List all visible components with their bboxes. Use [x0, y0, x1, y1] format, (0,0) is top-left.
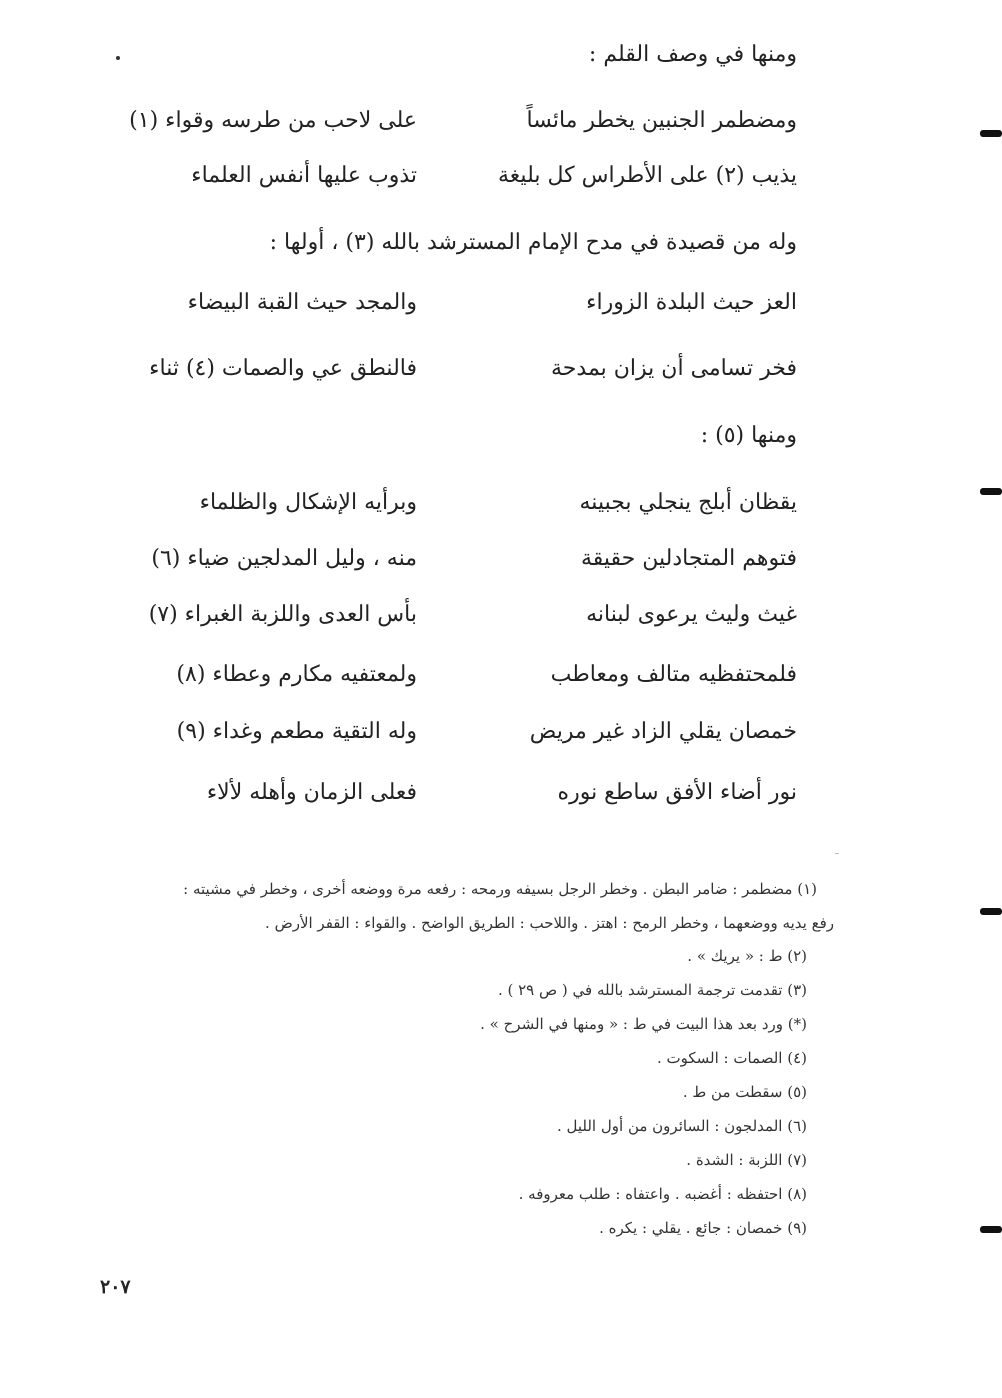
- verse-1: [0, 108, 1002, 148]
- verse-6-left-hemistich: منه ، وليل المدلجين ضياء (٦): [151, 546, 417, 571]
- verse-4-right-hemistich: فخر تسامى أن يزان بمدحة: [551, 356, 797, 381]
- verse-8: [0, 662, 1002, 702]
- scan-edge-mark: [980, 130, 1002, 137]
- scan-edge-mark: [980, 488, 1002, 495]
- footnote-3: (٣) تقدمت ترجمة المسترشد بالله في ( ص ٢٩ ) .: [497, 981, 807, 999]
- verse-3-left-hemistich: والمجد حيث القبة البيضاء: [187, 290, 417, 315]
- verse-2-right-hemistich: يذيب (٢) على الأطراس كل بليغة: [498, 163, 797, 188]
- verse-10-left-hemistich: فعلى الزمان وأهله لألاء: [206, 780, 417, 805]
- ink-dot: [116, 56, 120, 60]
- verse-9: [0, 719, 1002, 759]
- intro-line-3: ومنها (٥) :: [700, 423, 797, 448]
- verse-10: [0, 780, 1002, 820]
- footnote-1-continued: رفع يديه ووضعهما ، وخطر الرمح : اهتز . واللاحب : الطريق الواضح . والقواء : القفر الأرض .: [265, 914, 834, 932]
- footnote-1: (١) مضطمر : ضامر البطن . وخطر الرجل بسيفه ورمحه : رفعه مرة ووضعه أخرى ، وخطر في مشيته :: [183, 880, 817, 898]
- verse-8-left-hemistich: ولمعتفيه مكارم وعطاء (٨): [176, 662, 417, 687]
- page-number: ٢٠٧: [100, 1276, 131, 1298]
- verse-3: [0, 290, 1002, 330]
- verse-2: [0, 163, 1002, 203]
- verse-1-left-hemistich: على لاحب من طرسه وقواء (١): [129, 108, 417, 133]
- verse-10-right-hemistich: نور أضاء الأفق ساطع نوره: [557, 780, 797, 805]
- verse-1-right-hemistich: ومضطمر الجنبين يخطر مائساً: [526, 108, 797, 133]
- verse-7: [0, 602, 1002, 642]
- footnote-9: (٩) خمصان : جائع . يقلي : يكره .: [599, 1219, 807, 1237]
- verse-7-left-hemistich: بأس العدى واللزبة الغبراء (٧): [148, 602, 417, 627]
- verse-3-right-hemistich: العز حيث البلدة الزوراء: [586, 290, 797, 315]
- footnote-4: (٤) الصمات : السكوت .: [656, 1049, 807, 1067]
- footnote-asterisk: (*) ورد بعد هذا البيت في ط : « ومنها في الشرح » .: [480, 1015, 807, 1033]
- intro-line-1: ومنها في وصف القلم :: [588, 42, 797, 67]
- verse-9-left-hemistich: وله التقية مطعم وغداء (٩): [176, 719, 417, 744]
- footnote-7: (٧) اللزبة : الشدة .: [686, 1151, 807, 1169]
- footnote-6: (٦) المدلجون : السائرون من أول الليل .: [556, 1117, 807, 1135]
- verse-9-right-hemistich: خمصان يقلي الزاد غير مريض: [529, 719, 797, 744]
- footnote-separator: [835, 853, 839, 854]
- verse-2-left-hemistich: تذوب عليها أنفس العلماء: [191, 163, 417, 188]
- verse-8-right-hemistich: فلمحتفظيه متالف ومعاطب: [550, 662, 797, 687]
- verse-5-left-hemistich: وبرأيه الإشكال والظلماء: [199, 490, 417, 515]
- intro-line-2: وله من قصيدة في مدح الإمام المسترشد بالله (٣) ، أولها :: [269, 230, 797, 255]
- verse-6-right-hemistich: فتوهم المتجادلين حقيقة: [580, 546, 797, 571]
- verse-5: [0, 490, 1002, 530]
- verse-5-right-hemistich: يقظان أبلج ينجلي بجبينه: [579, 490, 797, 515]
- scan-edge-mark: [980, 1226, 1002, 1233]
- scan-edge-mark: [980, 908, 1002, 915]
- verse-6: [0, 546, 1002, 586]
- verse-4-left-hemistich: فالنطق عي والصمات (٤) ثناء: [149, 356, 417, 381]
- verse-4: [0, 356, 1002, 396]
- footnote-8: (٨) احتفظه : أغضبه . واعتفاه : طلب معروفه .: [518, 1185, 807, 1203]
- verse-7-right-hemistich: غيث وليث يرعوى لبنانه: [586, 602, 797, 627]
- footnote-5: (٥) سقطت من ط .: [682, 1083, 807, 1101]
- footnote-2: (٢) ط : « يريك » .: [687, 947, 807, 965]
